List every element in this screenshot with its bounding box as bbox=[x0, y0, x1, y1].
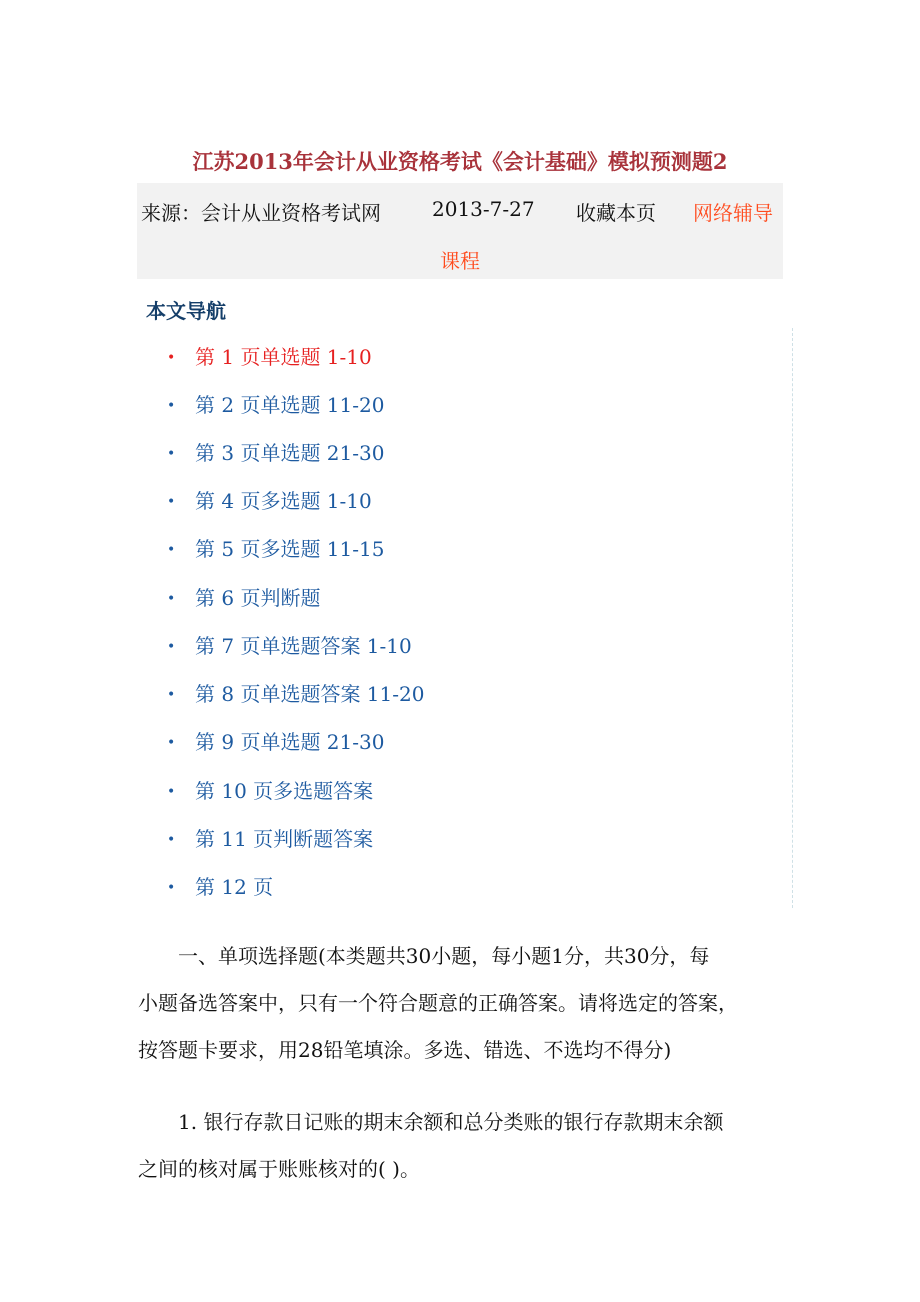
bullet-icon: • bbox=[167, 639, 176, 655]
bullet-icon: • bbox=[167, 398, 176, 414]
nav-item-page-11[interactable]: • 第 11 页判断题答案 bbox=[167, 827, 374, 851]
article-meta-bar bbox=[137, 183, 783, 279]
bullet-icon: • bbox=[167, 542, 176, 558]
question-line: 之间的核对属于账账核对的( )。 bbox=[138, 1157, 420, 1181]
nav-divider bbox=[792, 328, 793, 908]
paragraph-line: 按答题卡要求，用28铅笔填涂。多选、错选、不选均不得分) bbox=[138, 1038, 672, 1062]
nav-item-page-9[interactable]: • 第 9 页单选题 21-30 bbox=[167, 730, 385, 754]
publish-date: 2013-7-27 bbox=[432, 197, 535, 221]
nav-item-page-10[interactable]: • 第 10 页多选题答案 bbox=[167, 779, 374, 803]
online-course-link-continued[interactable]: 课程 bbox=[440, 249, 480, 273]
bullet-icon: • bbox=[167, 687, 176, 703]
nav-item-page-4[interactable]: • 第 4 页多选题 1-10 bbox=[167, 489, 372, 513]
nav-item-page-2[interactable]: • 第 2 页单选题 11-20 bbox=[167, 393, 385, 417]
bullet-icon: • bbox=[167, 350, 176, 366]
paragraph-line: 一、单项选择题(本类题共30小题，每小题1分，共30分，每 bbox=[178, 944, 710, 968]
bullet-icon: • bbox=[167, 832, 176, 848]
source-label: 来源：会计从业资格考试网 bbox=[141, 201, 381, 225]
bullet-icon: • bbox=[167, 591, 176, 607]
nav-item-page-6[interactable]: • 第 6 页判断题 bbox=[167, 586, 321, 610]
nav-item-page-3[interactable]: • 第 3 页单选题 21-30 bbox=[167, 441, 385, 465]
question-line: 1. 银行存款日记账的期末余额和总分类账的银行存款期末余额 bbox=[178, 1110, 724, 1134]
bullet-icon: • bbox=[167, 494, 176, 510]
bullet-icon: • bbox=[167, 446, 176, 462]
nav-item-page-7[interactable]: • 第 7 页单选题答案 1-10 bbox=[167, 634, 412, 658]
bullet-icon: • bbox=[167, 880, 176, 896]
nav-item-page-5[interactable]: • 第 5 页多选题 11-15 bbox=[167, 537, 385, 561]
article-nav-title: 本文导航 bbox=[146, 299, 226, 323]
nav-item-page-1[interactable]: • 第 1 页单选题 1-10 bbox=[167, 345, 372, 369]
nav-item-page-12[interactable]: • 第 12 页 bbox=[167, 875, 274, 899]
section-intro-paragraph bbox=[138, 933, 782, 1074]
paragraph-line: 小题备选答案中，只有一个符合题意的正确答案。请将选定的答案， bbox=[138, 991, 738, 1015]
bullet-icon: • bbox=[167, 784, 176, 800]
question-1 bbox=[138, 1099, 782, 1193]
online-course-link[interactable]: 网络辅导 bbox=[693, 201, 773, 225]
page-title: 江苏2013年会计从业资格考试《会计基础》模拟预测题2 bbox=[192, 149, 728, 174]
bullet-icon: • bbox=[167, 735, 176, 751]
nav-item-page-8[interactable]: • 第 8 页单选题答案 11-20 bbox=[167, 682, 425, 706]
bookmark-link[interactable]: 收藏本页 bbox=[576, 201, 656, 225]
